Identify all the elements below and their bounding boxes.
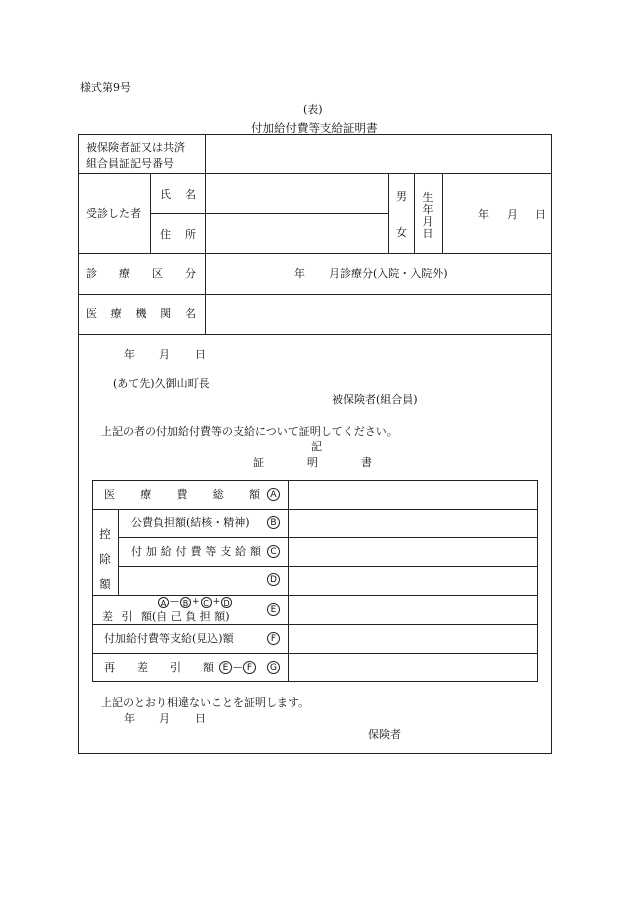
date-day: 日 [195, 348, 206, 361]
estimate-label: 付加給付費等支給(見込)額 [104, 632, 234, 645]
rule [78, 253, 552, 254]
rule [78, 334, 552, 335]
rediff-formula [219, 661, 256, 674]
label-char: 機 [135, 307, 147, 320]
formula-operator: — [170, 597, 179, 607]
deduction-label [92, 522, 118, 597]
certify-text: 上記のとおり相違ないことを証明します。 [101, 696, 310, 709]
insurer-id-field[interactable] [206, 135, 551, 173]
treatment-year: 年 [294, 267, 305, 280]
label-char: 額 [99, 577, 111, 591]
label-char: 月 [422, 215, 434, 228]
label-char: 差 [137, 661, 148, 674]
difference-field[interactable] [289, 596, 537, 624]
birth-day: 日 [535, 208, 546, 221]
institution-field[interactable] [206, 295, 551, 334]
omote-label: (表) [303, 103, 323, 116]
formula-operator: + [192, 597, 200, 607]
label-char: 関 [160, 307, 172, 320]
circle-d-small: D [221, 597, 232, 608]
date-year: 年 [124, 348, 135, 361]
label-char: 付 [131, 545, 142, 558]
insurer-label: 保険者 [368, 728, 401, 741]
rediff-label [104, 662, 214, 673]
rule [388, 173, 389, 253]
circle-b-small: B [180, 597, 191, 608]
insurer-id-label-line2: 組合員証記号番号 [86, 157, 174, 170]
label-char: 加 [145, 545, 157, 558]
total-cost-field[interactable] [289, 481, 537, 509]
name-field[interactable] [206, 174, 388, 213]
label-char: 控 [99, 527, 111, 541]
label-char: 名 [185, 188, 196, 201]
label-char: 分 [185, 267, 196, 280]
request-text: 上記の者の付加給付費等の支給について証明してください。 [101, 425, 398, 438]
label-char: 費 [190, 545, 202, 558]
certify-day: 日 [195, 712, 206, 725]
public-burden-label: 公費負担額(結核・精神) [131, 516, 250, 529]
circle-d: D [267, 573, 280, 586]
rule [442, 173, 443, 253]
label-char: 支 [220, 545, 232, 558]
sex-female[interactable]: 女 [396, 226, 407, 239]
circle-e-small: E [219, 661, 232, 674]
circle-c-small: C [201, 597, 212, 608]
circle-a-small: A [158, 597, 169, 608]
rule [150, 173, 151, 253]
birth-year: 年 [478, 208, 489, 221]
formula-operator: — [233, 662, 242, 673]
label-char: 差 [102, 610, 113, 623]
birth-month: 月 [507, 208, 518, 221]
birth-label [414, 192, 442, 240]
total-cost-label [104, 489, 260, 500]
difference-label [102, 611, 152, 622]
label-char: 額 [249, 488, 260, 501]
difference-formula [158, 596, 232, 608]
address-field[interactable] [206, 214, 388, 253]
patient-label: 受診した者 [86, 207, 141, 220]
label-char: 医 [104, 488, 115, 501]
address-label [160, 229, 196, 240]
other-deduction-label-field[interactable] [119, 567, 266, 595]
label-char: 所 [185, 228, 196, 241]
insurer-id-label-line1: 被保険者証又は共済 [86, 141, 185, 154]
document-title: 付加給付費等支給証明書 [251, 121, 378, 135]
label-char: 再 [104, 661, 115, 674]
label-char: 引 [170, 661, 181, 674]
label-char: 費 [176, 488, 188, 501]
circle-g: G [267, 661, 280, 674]
circle-b: B [267, 516, 280, 529]
institution-label [86, 308, 196, 319]
label-char: 氏 [160, 188, 171, 201]
label-char: 年 [422, 203, 434, 216]
label-char: 給 [160, 545, 172, 558]
label-char: 給 [235, 545, 247, 558]
label-char: 額 [141, 610, 152, 623]
addressee: (あて先)久御山町長 [113, 377, 210, 390]
sex-male[interactable]: 男 [396, 190, 407, 203]
label-char: 額 [250, 545, 261, 558]
treatment-label [86, 268, 196, 279]
label-char: 日 [422, 227, 434, 240]
circle-f-small: F [243, 661, 256, 674]
date-month: 月 [159, 348, 170, 361]
shomei-char-2: 明 [307, 456, 318, 469]
label-char: 療 [119, 267, 130, 280]
shomei-char-3: 書 [361, 456, 372, 469]
circle-e: E [267, 603, 280, 616]
ki-label: 記 [311, 440, 322, 453]
label-char: 等 [205, 545, 217, 558]
label-char: 医 [86, 307, 97, 320]
name-label [160, 189, 196, 200]
label-char: 名 [185, 307, 196, 320]
circle-a: A [267, 488, 280, 501]
certify-year: 年 [124, 712, 135, 725]
label-char: 療 [110, 307, 122, 320]
public-burden-field[interactable] [289, 510, 537, 537]
label-char: 区 [152, 267, 163, 280]
certify-month: 月 [159, 712, 170, 725]
insured-label: 被保険者(組合員) [332, 393, 418, 406]
label-char: 生 [422, 191, 434, 204]
treatment-period: 月診療分(入院・入院外) [329, 267, 448, 280]
label-char: 除 [99, 552, 111, 566]
form-number: 様式第9号 [80, 81, 131, 94]
label-char: 住 [160, 228, 171, 241]
additional-pay-label [131, 546, 261, 557]
label-char: 引 [121, 610, 133, 623]
label-char: 療 [140, 488, 152, 501]
circle-c: C [267, 545, 280, 558]
other-deduction-field[interactable] [289, 567, 537, 595]
additional-pay-field[interactable] [289, 538, 537, 566]
circle-f: F [267, 632, 280, 645]
estimate-field[interactable] [289, 625, 537, 653]
label-char: 付 [175, 545, 187, 558]
shomei-char-1: 証 [253, 456, 264, 469]
rediff-field[interactable] [289, 654, 537, 681]
label-char: 総 [212, 488, 224, 501]
formula-operator: + [212, 597, 221, 607]
label-char: 診 [86, 267, 97, 280]
self-burden-label: (自 己 負 担 額) [152, 610, 230, 623]
label-char: 額 [203, 661, 214, 674]
